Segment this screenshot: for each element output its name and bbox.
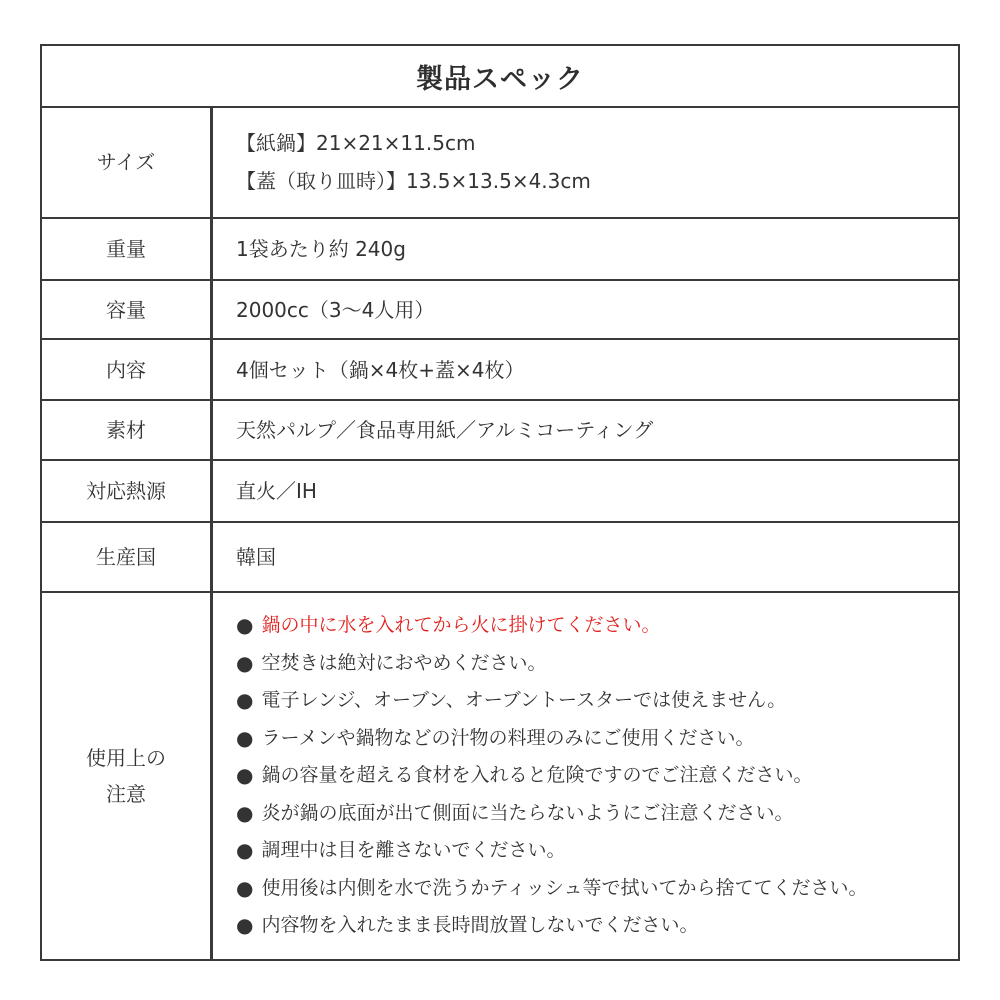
spec-row-size xyxy=(42,106,958,219)
row-label xyxy=(42,523,210,591)
row-label xyxy=(42,106,210,217)
row-label-text: 対応熱源 xyxy=(86,479,166,503)
row-label-text: 素材 xyxy=(106,418,146,442)
bullet-icon: ● xyxy=(236,838,254,863)
precaution-text: 電子レンジ、オーブン、オーブントースターでは使えません。 xyxy=(261,689,787,712)
bullet-icon: ● xyxy=(236,800,254,825)
bullet-icon: ● xyxy=(236,650,254,675)
precaution-item xyxy=(236,645,950,683)
spec-table xyxy=(40,44,960,961)
row-value xyxy=(236,281,950,338)
precaution-text: 内容物を入れたまま長時間放置しないでください。 xyxy=(261,914,699,937)
row-value xyxy=(236,340,950,399)
row-value xyxy=(236,219,950,279)
row-value-line: 1袋あたり約 240g xyxy=(236,237,406,261)
row-value-line: 【紙鍋】21×21×11.5cm xyxy=(236,130,476,155)
row-label xyxy=(42,461,210,521)
precaution-text: 調理中は目を離さないでください。 xyxy=(261,839,566,862)
row-label xyxy=(42,401,210,459)
precaution-item xyxy=(236,907,950,945)
spec-row-weight xyxy=(42,219,958,281)
row-value-line: 韓国 xyxy=(236,545,276,569)
bullet-icon: ● xyxy=(236,613,254,638)
table-title: 製品スペック xyxy=(416,63,584,95)
precaution-text: 使用後は内側を水で洗うかティッシュ等で拭いてから捨ててください。 xyxy=(261,876,868,899)
precaution-text: ラーメンや鍋物などの汁物の料理のみにご使用ください。 xyxy=(261,726,755,749)
spec-row-precautions xyxy=(42,593,958,959)
bullet-icon: ● xyxy=(236,688,254,713)
precaution-text: 炎が鍋の底面が出て側面に当たらないようにご注意ください。 xyxy=(261,801,794,824)
row-value xyxy=(236,106,950,217)
row-label-text: 使用上の 注意 xyxy=(86,746,166,806)
precaution-item xyxy=(236,870,950,908)
row-label xyxy=(42,219,210,279)
row-label-text: 容量 xyxy=(106,297,146,322)
row-value-line: 直火／IH xyxy=(236,479,317,503)
precaution-item xyxy=(236,757,950,795)
precautions-list xyxy=(236,593,950,959)
row-label xyxy=(42,281,210,338)
precaution-text: 鍋の容量を超える食材を入れると危険ですのでご注意ください。 xyxy=(261,764,813,787)
row-value xyxy=(236,523,950,591)
row-value-line: 2000cc（3〜4人用） xyxy=(236,297,435,322)
spec-row-origin xyxy=(42,523,958,593)
bullet-icon: ● xyxy=(236,725,254,750)
spec-row-heat-source xyxy=(42,461,958,523)
precaution-text: 鍋の中に水を入れてから火に掛けてください。 xyxy=(261,614,661,637)
spec-row-contents xyxy=(42,340,958,401)
row-value-line: 4個セット（鍋×4枚+蓋×4枚） xyxy=(236,357,525,382)
spec-row-capacity xyxy=(42,281,958,340)
row-label-text: 重量 xyxy=(106,237,146,261)
precaution-item xyxy=(236,607,950,645)
precaution-text: 空焚きは絶対におやめください。 xyxy=(261,651,547,674)
table-title-row xyxy=(42,46,958,108)
bullet-icon: ● xyxy=(236,875,254,900)
precaution-item xyxy=(236,720,950,758)
row-label xyxy=(42,340,210,399)
bullet-icon: ● xyxy=(236,913,254,938)
precaution-item xyxy=(236,682,950,720)
row-value-line: 天然パルプ／食品専用紙／アルミコーティング xyxy=(236,418,654,442)
spec-row-material xyxy=(42,401,958,461)
precaution-item xyxy=(236,832,950,870)
row-label xyxy=(42,593,210,959)
bullet-icon: ● xyxy=(236,763,254,788)
precaution-item xyxy=(236,795,950,833)
row-value xyxy=(236,461,950,521)
row-label-text: サイズ xyxy=(96,149,156,174)
row-label-text: 内容 xyxy=(106,357,146,382)
row-label-text: 生産国 xyxy=(96,545,156,569)
row-value xyxy=(236,401,950,459)
row-value-line: 【蓋（取り皿時）】13.5×13.5×4.3cm xyxy=(236,168,591,193)
